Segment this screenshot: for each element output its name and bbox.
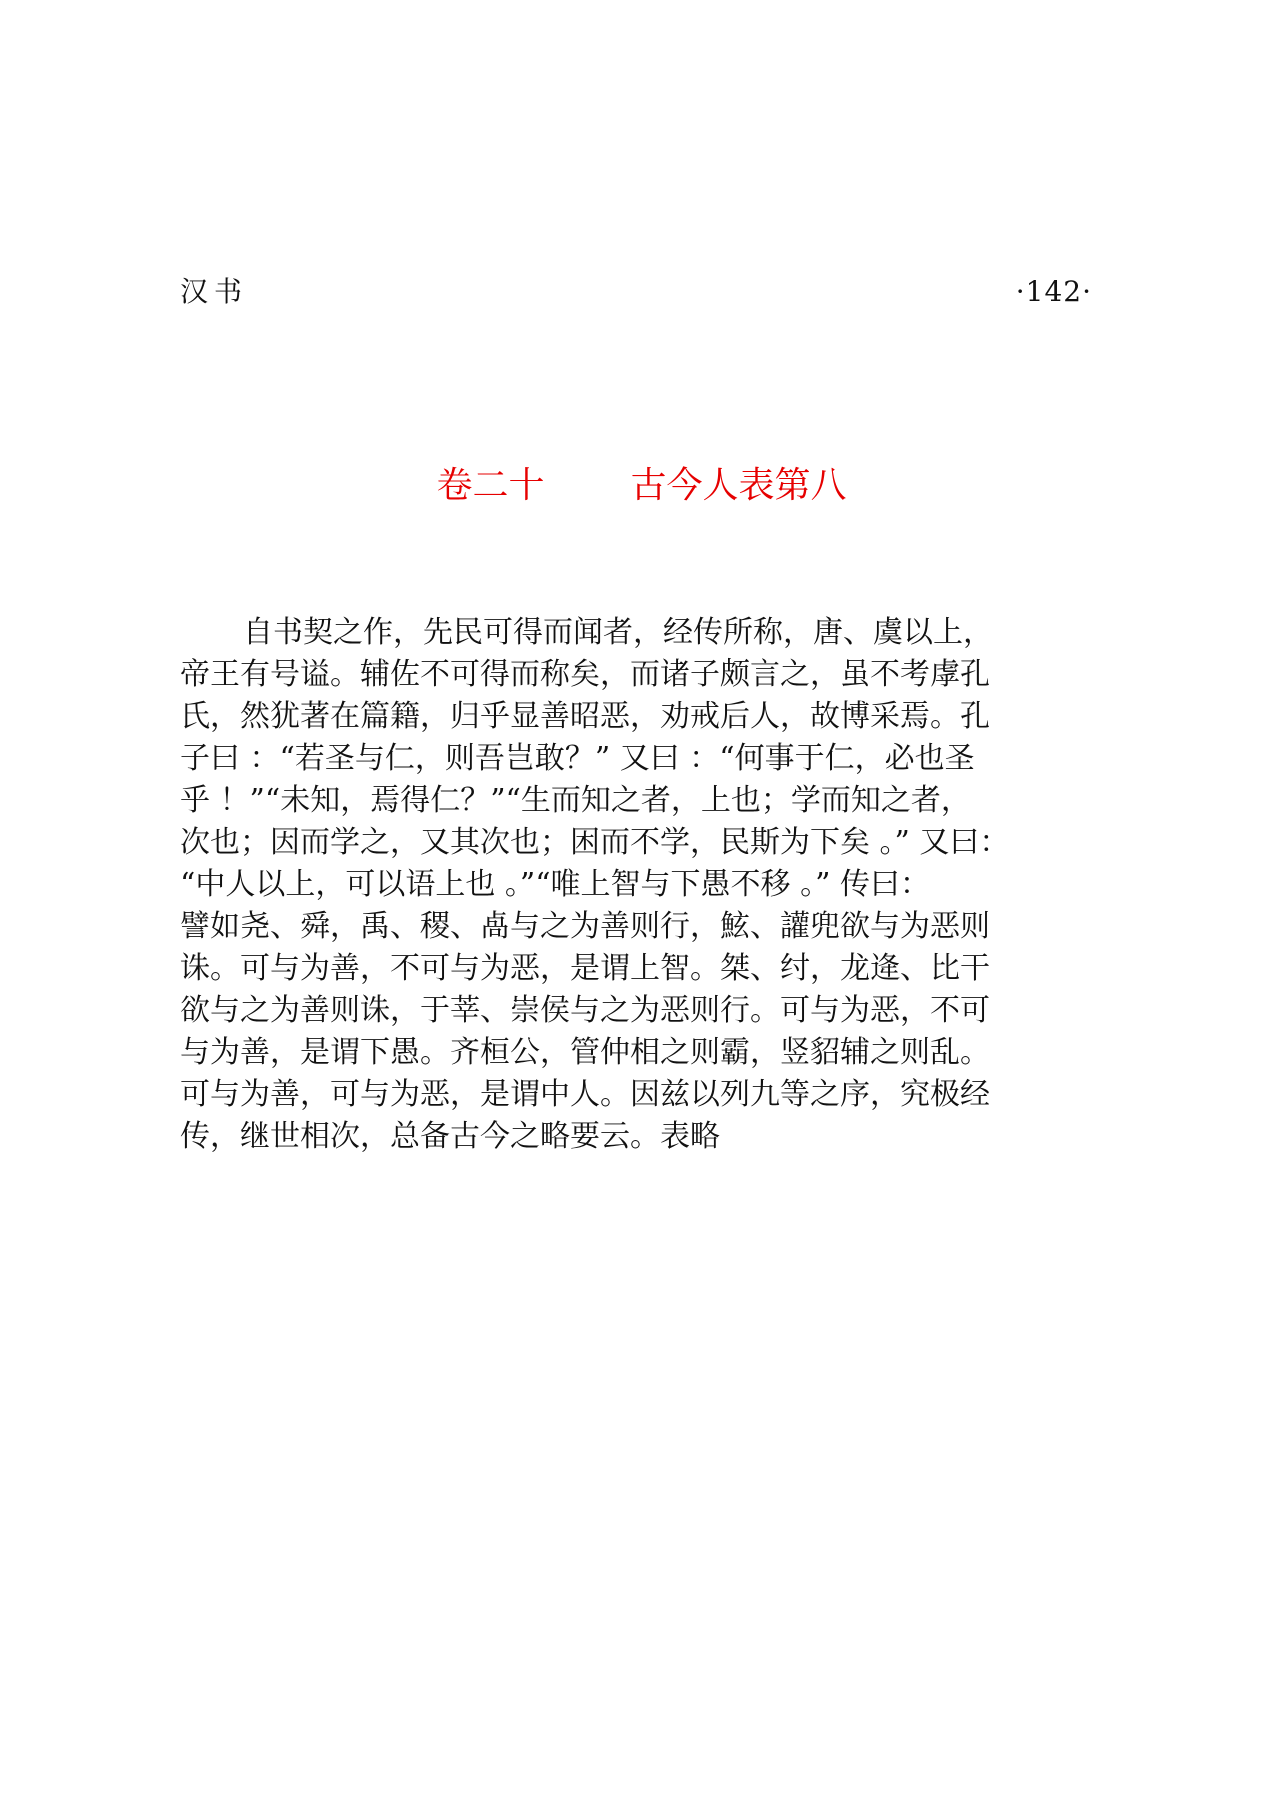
- text-line: 传，继世相次，总备古今之略要云。表略: [180, 1119, 720, 1154]
- book-title: 汉书: [180, 275, 249, 308]
- text-line: 譬如尧、舜，禹、稷、卨与之为善则行，鮌、讙兜欲与为恶则: [180, 909, 990, 944]
- running-header: [180, 272, 1092, 312]
- body-paragraph: [180, 612, 1092, 1158]
- text-line: 氏，然犹著在篇籍，归乎显善昭恶，劝戒后人，故博采焉。孔: [180, 699, 990, 734]
- text-line: 与为善，是谓下愚。齐桓公，管仲相之则霸，竖貂辅之则乱。: [180, 1035, 990, 1070]
- text-line: 自书契之作，先民可得而闻者，经传所称，唐、虞以上，: [243, 615, 993, 650]
- chapter-volume: 卷二十: [436, 465, 545, 506]
- text-line: “中人以上，可以语上也 。”“唯上智与下愚不移 。” 传曰：: [180, 867, 930, 902]
- text-line: 欲与之为善则诛，于莘、崇侯与之为恶则行。可与为恶，不可: [180, 993, 990, 1028]
- page-number: ·142·: [1015, 275, 1092, 308]
- chapter-title: 古今人表第八: [630, 465, 847, 506]
- text-line: 子曰 ：“若圣与仁，则吾岂敢？” 又曰 ：“何事于仁，必也圣: [180, 741, 975, 776]
- text-line: 可与为善，可与为恶，是谓中人。因兹以列九等之序，究极经: [180, 1077, 990, 1112]
- text-line: 诛。可与为善，不可与为恶，是谓上智。桀、纣，龙逄、比干: [180, 951, 990, 986]
- chapter-heading: [0, 458, 1283, 514]
- text-line: 帝王有号谥。辅佐不可得而称矣，而诸子颇言之，虽不考虖孔: [180, 657, 990, 692]
- text-line: 次也；因而学之，又其次也；困而不学，民斯为下矣 。” 又曰：: [180, 825, 1010, 860]
- text-line: 乎 ！”“未知，焉得仁？”“生而知之者，上也；学而知之者，: [180, 783, 971, 818]
